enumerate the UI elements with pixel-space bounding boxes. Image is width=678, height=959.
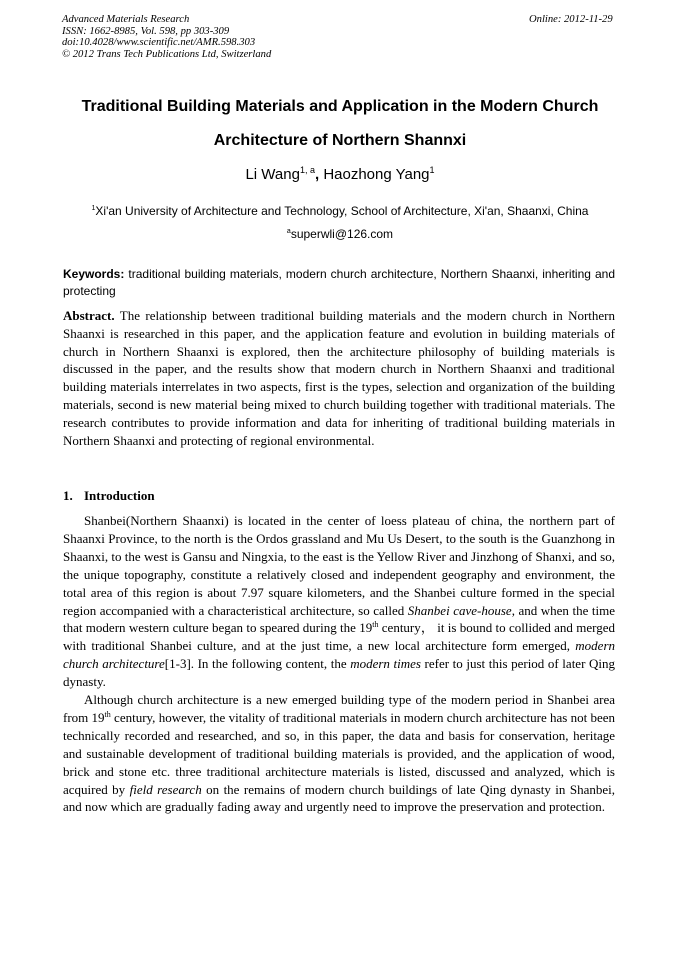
affiliation-text: Xi'an University of Architecture and Technology, School of Architecture, Xi'an, Shaanxi, China — [95, 204, 589, 218]
intro-paragraph-2 — [63, 691, 615, 816]
section-heading-introduction — [63, 488, 155, 504]
text-run: Shanbei(Northern Shaanxi) is located in the center of loess plateau of china, the northern part of Shaanxi Province, to the north is the Ordos grassland and Mu Us Desert, to the south is the Guanzhong in Shaanxi, to the west is Gansu and Ningxia, to the east is the Yellow River and Jinzhong of Shanxi, and so, the unique topography, constitute a relatively closed and independent geography and environment, the total area of this region is about 7.97 square kilometers, and the Shanbei culture formed in the special region accompanied with a characteristical architecture, so called — [63, 513, 615, 618]
keywords-label: Keywords: — [63, 267, 125, 281]
journal-name: Advanced Materials Research — [62, 14, 190, 25]
online-date: Online: 2012-11-29 — [529, 14, 613, 25]
author-2-affiliation-mark: 1 — [429, 165, 435, 175]
text-run: Although church architecture is a new emerged building type of the modern period in Shanbei area from 19 — [63, 692, 615, 725]
italic-term: field research — [129, 781, 202, 797]
doi-line: doi:10.4028/www.scientific.net/AMR.598.303 — [62, 37, 256, 49]
text-run: on the remains of modern church buildings of late Qing dynasty in Shanbei, and now which are gradually fading away and urgently need to improve the preservation and protection. — [63, 781, 615, 815]
italic-term: modern times — [350, 656, 421, 672]
author-email — [40, 227, 640, 241]
author-1: Li Wang — [245, 166, 300, 183]
abstract — [63, 307, 615, 449]
author-list — [40, 165, 640, 183]
author-2: Haozhong Yang — [323, 166, 430, 183]
keywords — [63, 266, 615, 300]
issn-line: ISSN: 1662-8985, Vol. 598, pp 303-309 — [62, 25, 230, 37]
section-title: Introduction — [84, 488, 155, 503]
email-mark: a — [286, 228, 291, 235]
author-1-affiliation-mark: 1, a — [299, 165, 315, 175]
text-run: century， it is bound to collided and merged with traditional Shanbei culture, and at the just time, a new local architecture form emerged, — [63, 620, 615, 654]
abstract-label: Abstract. — [63, 308, 115, 323]
email-address[interactable]: superwli@126.com — [290, 227, 394, 241]
text-run: , and when the time that modern western culture began to speared during the 19 — [63, 602, 615, 636]
keywords-text: traditional building materials, modern church architecture, Northern Shaanxi, inheriting and protecting — [63, 267, 615, 298]
journal-header — [62, 14, 271, 60]
paper-title — [40, 90, 640, 158]
copyright-line: © 2012 Trans Tech Publications Ltd, Switzerland — [62, 48, 272, 60]
italic-term: Shanbei cave-house — [407, 602, 512, 618]
section-number: 1. — [63, 488, 73, 503]
text-run: refer to just this period of later Qing dynasty. — [63, 656, 615, 690]
title-line-1: Traditional Building Materials and Application in the Modern Church — [81, 98, 599, 115]
ordinal-suffix: th — [372, 620, 379, 630]
italic-term: modern church architecture — [63, 638, 615, 672]
text-run: [1-3]. In the following content, the — [164, 656, 351, 672]
text-run: century, however, the vitality of traditional materials in modern church architecture has not been technically recorded and researched, and so, in this paper, the data and basis for conservation, heritage and sustainable development of traditional building materials is provided, and the application of wood, brick and stone etc. three traditional architecture materials is listed, discussed and analyzed, which is acquired by — [63, 709, 615, 797]
abstract-text: The relationship between traditional building materials and the modern church in Northern Shaanxi is researched in this paper, and the application feature and evolution in building materials of church in Northern Shaanxi is explored, then the architecture philosophy of building materials is discussed in the paper, and the results show that modern church in Northern Shaanxi and traditional building materials interrelates in two aspects, first is the types, selection and organization of the building materials, second is new material being mixed to church building together with traditional materials. The research contributes to provide information and data for inheriting of traditional building materials in Northern Shaanxi and protecting of regional environmental. — [63, 308, 615, 448]
author-separator: , — [314, 166, 324, 183]
intro-paragraph-1 — [63, 512, 615, 691]
title-line-2: Architecture of Northern Shannxi — [213, 132, 467, 149]
affiliation-mark: 1 — [91, 205, 96, 212]
affiliation — [40, 204, 640, 218]
ordinal-suffix: th — [104, 709, 111, 719]
